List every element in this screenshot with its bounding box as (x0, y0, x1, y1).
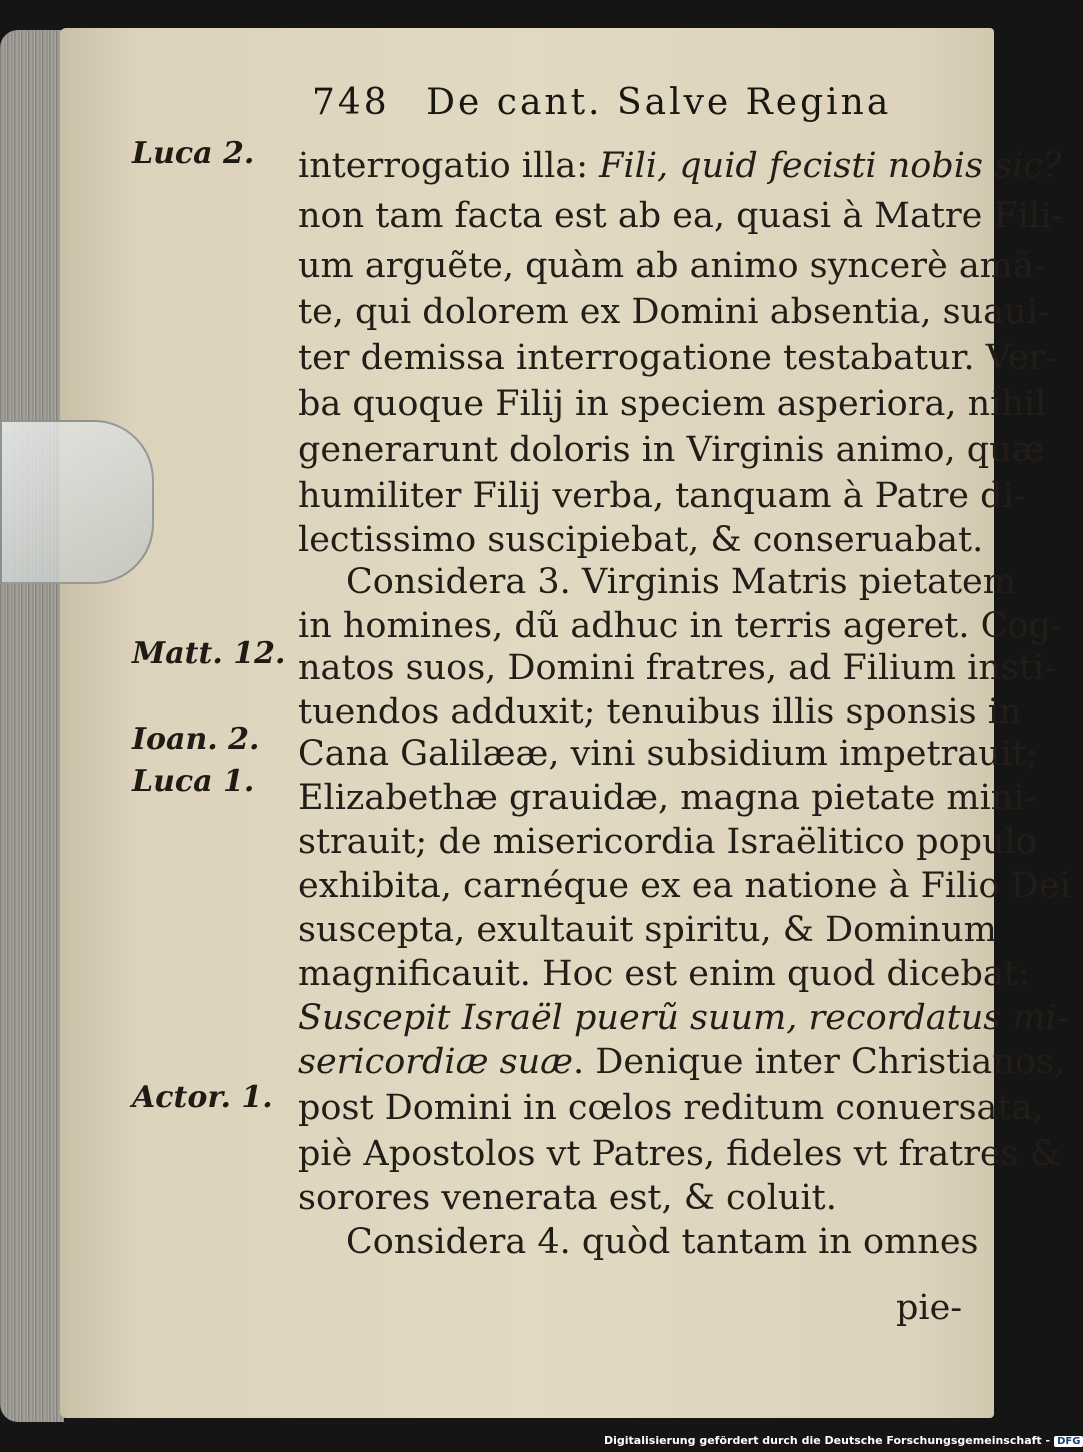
text-line: interrogatio illa: Fili, quid fecisti nobis sic? (298, 146, 1062, 186)
text-line: Cana Galilææ, vini subsidium impetrauit; (298, 734, 1038, 774)
catchword: pie- (896, 1288, 963, 1328)
text-line: magnificauit. Hoc est enim quod dicebat: (298, 954, 1030, 994)
dfg-logo: DFG (1054, 1436, 1083, 1447)
text-line: tuendos adduxit; tenuibus illis sponsis in (298, 692, 1022, 732)
text-line: non tam facta est ab ea, quasi à Matre Fili- (298, 196, 1064, 236)
margin-note: Ioan. 2. (132, 722, 260, 757)
text-line: generarunt doloris in Virginis animo, quæ (298, 430, 1045, 470)
margin-note: Luca 2. (132, 136, 255, 171)
text-line: post Domini in cœlos reditum conuersata, (298, 1088, 1044, 1128)
text-line: um arguẽte, quàm ab animo syncerè amã- (298, 246, 1046, 286)
text-line: sericordiæ suæ. Denique inter Christianos, (298, 1042, 1065, 1082)
text-line: ba quoque Filij in speciem asperiora, nihil (298, 384, 1047, 424)
text-line: Elizabethæ grauidæ, magna pietate mini- (298, 778, 1037, 818)
text-line: natos suos, Domini fratres, ad Filium insti- (298, 648, 1056, 688)
margin-note: Actor. 1. (132, 1080, 273, 1115)
text-line: ter demissa interrogatione testabatur. Ver- (298, 338, 1058, 378)
text-line: susceptа, exultauit spiritu, & Dominum (298, 910, 997, 950)
text-line: Suscepit Israël puerũ suum, recordatus mi- (298, 998, 1069, 1038)
running-title: De cant. Salve Regina (426, 82, 892, 123)
margin-note: Luca 1. (132, 764, 255, 799)
text-line: lectissimo suscipiebat, & conseruabat. (298, 520, 984, 560)
text-line: in homines, dũ adhuc in terris ageret. Cog- (298, 606, 1063, 646)
text-line: Considera 3. Virginis Matris pietatem (346, 562, 1016, 602)
margin-note: Matt. 12. (132, 636, 286, 671)
text-line: te, qui dolorem ex Domini absentia, suaui- (298, 292, 1050, 332)
page-number: 748 (312, 82, 390, 123)
text-line: sorores venerata est, & coluit. (298, 1178, 837, 1218)
text-line: Considera 4. quòd tantam in omnes (346, 1222, 979, 1262)
text-line: piè Apostolos vt Patres, fideles vt fratres & (298, 1134, 1061, 1174)
text-line: strauit; de misericordia Israëlitico populo (298, 822, 1037, 862)
text-line: humiliter Filij verba, tanquam à Patre di- (298, 476, 1026, 516)
text-line: exhibita, carnéque ex ea natione à Filio Dei (298, 866, 1071, 906)
running-header (312, 82, 952, 123)
digitization-credit: Digitalisierung gefördert durch die Deutsche Forschungsgemeinschaft - DFG (604, 1434, 1083, 1447)
